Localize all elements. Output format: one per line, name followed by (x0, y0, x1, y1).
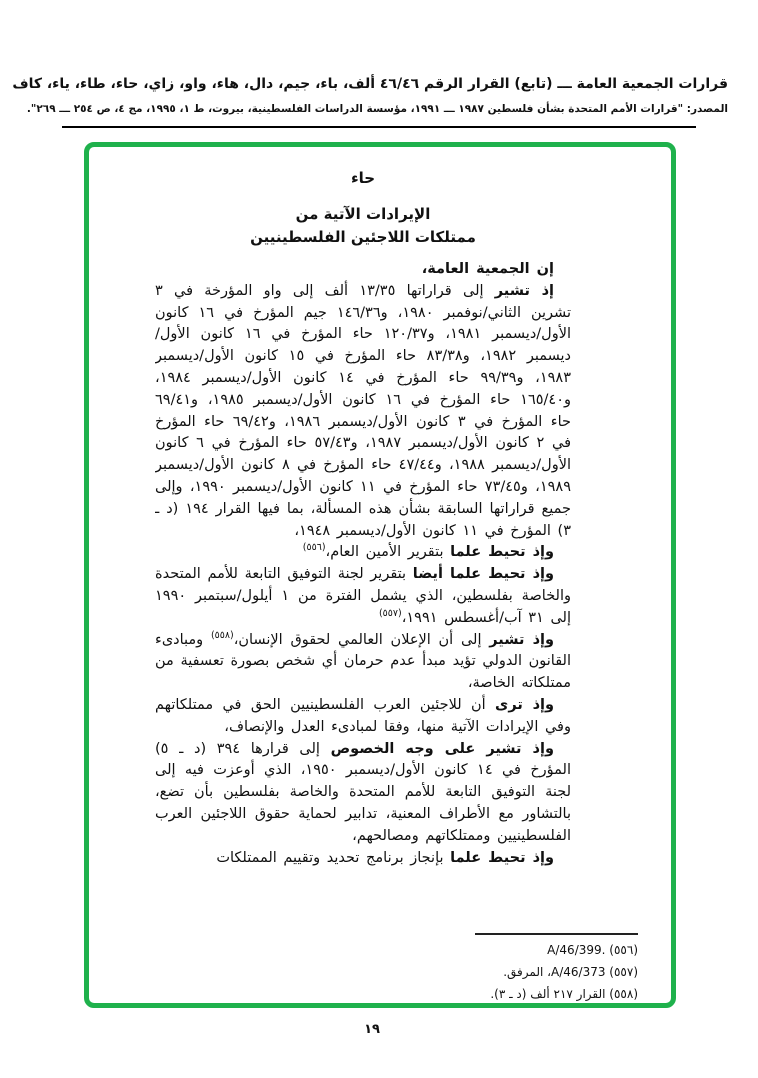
paragraph-text: إلى أن الإعلان العالمي لحقوق الإنسان، (233, 631, 490, 648)
section-title-line1: الإيرادات الآتية من (295, 205, 431, 223)
paragraph-text: إلى قراراتها ١٣/٣٥ ألف إلى واو المؤرخة في ٣ تشرين الثاني/نوفمبر ١٩٨٠، و١٤٦/٣٦ جيم المؤرخ في ١٦ كانون الأول/ديسمبر ١٩٨١، و١٢٠/٣٧ حاء المؤرخ في ١٦ كانون الأول/ديسمبر ١٩٨٢، و٨٣/٣٨ حاء المؤرخ في ١٥ كانون الأول/ديسمبر ١٩٨٣، و٩٩/٣٩ حاء المؤرخ في ١٤ كانون الأول/ديسمبر ١٩٨٤، و١٦٥/٤٠ حاء المؤرخ في ١٦ كانون الأول/ديسمبر ١٩٨٥، و٦٩/٤١ حاء المؤرخ في ٣ كانون الأول/ديسمبر ١٩٨٦، و٦٩/٤٢ حاء المؤرخ في ٢ كانون الأول/ديسمبر ١٩٨٧، و٥٧/٤٣ حاء المؤرخ في ٦ كانون الأول/ديسمبر ١٩٨٨، و٤٧/٤٤ حاء المؤرخ في ٨ كانون الأول/ديسمبر ١٩٨٩، و٧٣/٤٥ حاء المؤرخ في ١١ كانون الأول/ديسمبر ١٩٩٠، وإلى جميع قراراتها السابقة بشأن هذه المسألة، بما فيها القرار ١٩٤ (د ـ ٣) المؤرخ في ١١ كانون الأول/ديسمبر ١٩٤٨، (155, 282, 571, 539)
paragraph (155, 542, 571, 564)
footnote-text: ، المرفق. (503, 965, 551, 979)
paragraph-lead: وإذ تحيط علما (450, 544, 554, 561)
footnote-marker: (٥٥٨) (605, 987, 638, 1001)
paragraph (155, 259, 571, 281)
paragraph (155, 564, 571, 629)
page-number: ١٩ (364, 1022, 380, 1037)
content-frame (84, 142, 676, 1008)
paragraph (155, 630, 571, 695)
footnote-ref: (٥٥٧) (378, 607, 402, 619)
section-title-line2: ممتلكات اللاجئين الفلسطينيين (250, 228, 476, 246)
paragraph-lead: وإذ ترى (495, 696, 554, 713)
header-rule (62, 126, 696, 128)
footnote-text: القرار ٢١٧ ألف (د ـ ٣). (490, 987, 606, 1001)
footnotes (490, 939, 638, 1005)
footnote-separator (475, 933, 638, 935)
footnote-ref: (٥٥٦) (302, 542, 326, 554)
footnote-item (490, 939, 638, 961)
footnote-item (490, 983, 638, 1005)
paragraph (155, 848, 571, 870)
paragraph-text: ومبادىء القانون الدولي تؤيد مبدأ عدم حرمان أي شخص بصورة تعسفية من ممتلكاته الخاصة، (155, 631, 571, 692)
paragraph (155, 281, 571, 543)
paragraph-lead: إن الجمعية العامة، (421, 261, 554, 277)
paragraph-text: بإنجاز برنامج تحديد وتقييم الممتلكات (216, 849, 451, 866)
paragraph-lead: إذ تشير (494, 282, 554, 299)
footnote-item (490, 961, 638, 983)
footnote-marker: (٥٥٦) (605, 943, 638, 957)
paragraph (155, 695, 571, 739)
body-paragraphs (155, 259, 571, 935)
resolution-header: قرارات الجمعية العامة ـــ (تابع) القرار الرقم ٤٦/٤٦ ألف، باء، جيم، دال، هاء، واو، زاي، حاء، طاء، ياء، كاف (12, 76, 728, 92)
paragraph-lead: وإذ تحيط علما (450, 849, 554, 866)
source-line: المصدر: "قرارات الأمم المتحدة بشأن فلسطين ١٩٨٧ ـــ ١٩٩١، مؤسسة الدراسات الفلسطينية، بيروت، ط ١، ١٩٩٥، مج ٤، ص ٢٥٤ ـــ ٢٦٩". (26, 103, 728, 115)
paragraph-text: أن للاجئين العرب الفلسطينيين الحق في ممتلكاتهم وفي الإيرادات الآتية منها، وفقا لمبادىء العدل والإنصاف، (155, 696, 571, 735)
paragraph-lead: وإذ تشير على وجه الخصوص (330, 740, 554, 757)
footnote-marker: (٥٥٧) (605, 965, 638, 979)
paragraph-lead: وإذ تشير (489, 631, 554, 648)
footnote-ref: (٥٥٨) (210, 629, 234, 641)
paragraph-lead: وإذ تحيط علما أيضا (412, 566, 554, 583)
section-letter: حاء (350, 169, 376, 187)
footnote-text: A/46/399. (547, 943, 606, 957)
paragraph-text: بتقرير الأمين العام، (325, 544, 451, 561)
paragraph-text: بتقرير لجنة التوفيق التابعة للأمم المتحدة والخاصة بفلسطين، الذي يشمل الفترة من ١ أيلول/سبتمبر ١٩٩٠ إلى ٣١ آب/أغسطس ١٩٩١، (155, 566, 571, 626)
footnote-text: A/46/373 (551, 965, 606, 979)
paragraph-text: إلى قرارها ٣٩٤ (د ـ ٥) المؤرخ في ١٤ كانون الأول/ديسمبر ١٩٥٠، الذي أوعزت فيه إلى لجنة التوفيق التابعة للأمم المتحدة والخاصة بفلسطين بأن تضع، بالتشاور مع الأطراف المعنية، تدابير لحماية حقوق اللاجئين العرب الفلسطينيين وممتلكاتهم ومصالحهم، (155, 740, 571, 844)
paragraph (155, 739, 571, 848)
